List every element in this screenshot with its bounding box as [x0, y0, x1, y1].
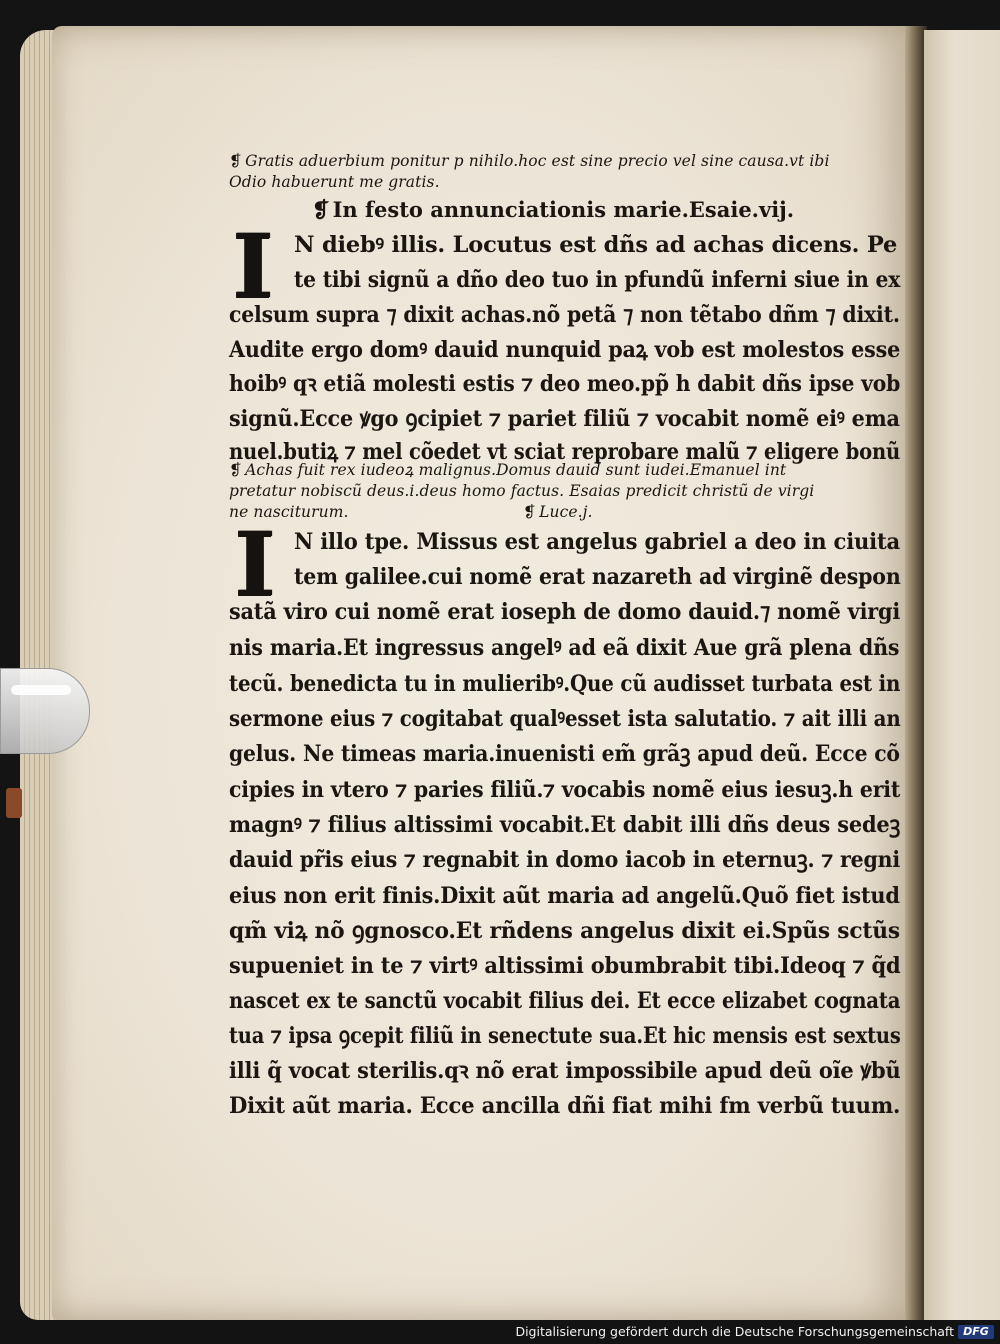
lesson-1-line: nuel.butiꝝ ⁊ mel cõedet vt sciat reprobare malũ ⁊ eligere bonũ — [229, 439, 901, 465]
heading-text: In festo annunciationis marie.Esaie.vij. — [332, 197, 795, 222]
lesson-2-line: illi q̃ vocat sterilis.qꝛ nõ erat impossibile apud deũ oĩe ꝟbũ — [229, 1058, 901, 1084]
lesson-2-line: dauid pr̃is eius ⁊ regnabit in domo iacob in eternuꝫ. ⁊ regni — [229, 847, 900, 873]
gloss-mid-line-1 — [229, 463, 786, 479]
gloss-top-line-2: Odio habuerunt me gratis. — [229, 173, 440, 191]
lesson-1-line: te tibi signũ a dño deo tuo in pfundũ inferni siue in ex — [294, 267, 901, 293]
paragraph-mark-icon: ❡ — [229, 152, 243, 170]
lesson-2-line: sermone eius ⁊ cogitabat qualꝰesset ista salutatio. ⁊ ait illi an — [229, 706, 901, 732]
lesson-2-line: satã viro cui nomẽ erat ioseph de domo dauid.⁊ nomẽ virgi — [229, 599, 901, 625]
lesson-2-line: supueniet in te ⁊ virtꝰ altissimi obumbrabit tibi.Ideoq ⁊ q̃d — [229, 953, 901, 979]
gloss-text: Achas fuit rex iudeoꝝ malignus.Domus dauid sunt iudei.Emanuel int — [245, 461, 787, 479]
lesson-2-line: magnꝰ ⁊ filius altissimi vocabit.Et dabit illi dñs deus sedeꝫ — [229, 812, 901, 838]
lesson-2-line: cipies in vtero ⁊ paries filiũ.⁊ vocabis nomẽ eius iesuꝫ.h erit — [229, 777, 901, 803]
lesson-1-line: signũ.Ecce ꝟgo ꝯcipiet ⁊ pariet filiũ ⁊ vocabit nomẽ eiꝰ ema — [229, 406, 900, 432]
initial-capital-1: I — [232, 214, 274, 318]
lesson-2-line: nascet ex te sanctũ vocabit filius dei. Et ecce elizabet cognata — [229, 988, 901, 1014]
gloss-mid-line-2: pretatur nobiscũ deus.i.deus homo factus. Esaias predicit christũ de virgi — [229, 482, 815, 500]
paragraph-mark-icon: ❡ — [312, 197, 330, 222]
paragraph-mark-icon: ❡ — [523, 503, 537, 521]
gloss-reference — [523, 505, 593, 521]
gloss-text: Gratis aduerbium ponitur p nihilo.hoc est sine precio vel sine causa.vt ibi — [245, 152, 830, 170]
gloss-mid-line-3: ne nasciturum. — [229, 503, 349, 521]
lesson-2-line: tecũ. benedicta tu in mulieribꝰ.Que cũ audisset turbata est in — [229, 671, 901, 697]
lesson-2-line: tua ⁊ ipsa ꝯcepit filiũ in senectute sua.Et hic mensis est sextus — [229, 1023, 901, 1049]
paragraph-mark-icon: ❡ — [229, 461, 243, 479]
lesson-1-line: hoibꝰ qꝛ etiã molesti estis ⁊ deo meo.pp̃ h dabit dñs ipse vob — [229, 371, 901, 397]
section-heading — [312, 199, 794, 220]
lesson-1-line: N diebꝰ illis. Locutus est dñs ad achas dicens. Pe — [294, 232, 898, 258]
lesson-2-line: eius non erit finis.Dixit aũt maria ad angelũ.Quõ fiet istud — [229, 883, 900, 909]
dfg-logo-icon: DFG — [958, 1325, 994, 1339]
lesson-2-line: nis maria.Et ingressus angelꝰ ad eã dixit Aue grã plena dñs — [229, 635, 900, 661]
lesson-2-line: Dixit aũt maria. Ecce ancilla dñi fiat mihi fm verbũ tuum. — [229, 1093, 901, 1119]
lesson-1-line: Audite ergo domꝰ dauid nunquid paꝝ vob est molestos esse — [229, 337, 901, 363]
lesson-2-line: gelus. Ne timeas maria.inuenisti em̃ grãꝫ apud deũ. Ecce cõ — [229, 741, 900, 767]
initial-capital-2: I — [234, 512, 276, 616]
lesson-2-line: tem galilee.cui nomẽ erat nazareth ad virginẽ despon — [294, 564, 901, 590]
lesson-1-line: celsum supra ⁊ dixit achas.nõ petã ⁊ non tẽtabo dñm ⁊ dixit. — [229, 302, 900, 328]
lesson-2-line: qm̃ viꝝ nõ ꝯgnosco.Et rñdens angelus dixit ei.Spũs sctũs — [229, 918, 900, 944]
reference-text: Luce.j. — [539, 503, 593, 521]
gloss-top-line-1 — [229, 154, 830, 170]
funding-credit: Digitalisierung gefördert durch die Deutsche Forschungsgemeinschaft — [515, 1324, 954, 1339]
scan-footer — [0, 1320, 1000, 1344]
lesson-2-line: N illo tpe. Missus est angelus gabriel a deo in ciuita — [294, 529, 901, 555]
